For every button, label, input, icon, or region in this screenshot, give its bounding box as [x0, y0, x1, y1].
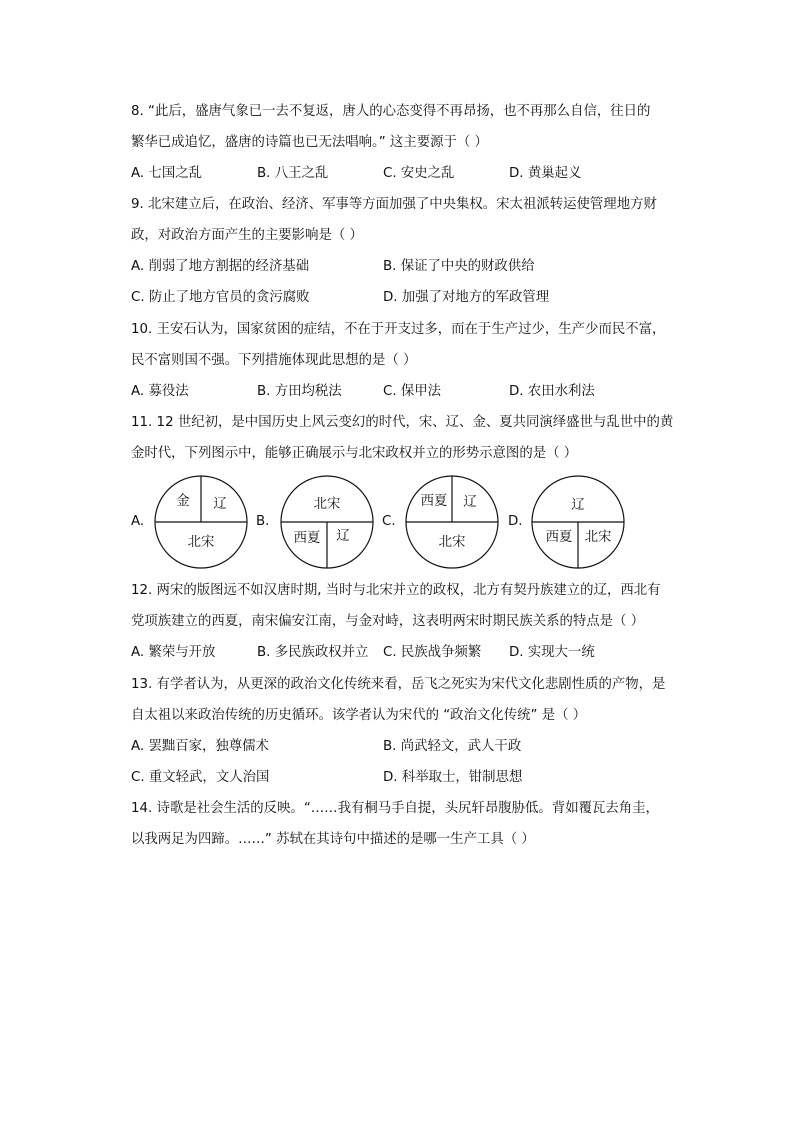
- q8-option-a: A. 七国之乱: [131, 166, 202, 181]
- q9-stem-line2: 政，对政治方面产生的主要影响是（ ）: [131, 228, 363, 243]
- diagram-a-letter: A.: [131, 514, 145, 529]
- q12-option-a: A. 繁荣与开放: [131, 645, 216, 660]
- diagram-b-label-xixia: 西夏: [293, 531, 321, 546]
- q12-option-c: C. 民族战争频繁: [383, 645, 482, 660]
- q10-option-d: D. 农田水利法: [509, 384, 595, 399]
- diagram-d-label-xixia: 西夏: [545, 530, 573, 545]
- q13-stem-line2: 自太祖以来政治传统的历史循环。该学者认为宋代的 “政治文化传统” 是（ ）: [131, 708, 587, 723]
- q12-stem-line2: 党项族建立的西夏，南宋偏安江南，与金对峙，这表明两宋时期民族关系的特点是（ ）: [131, 614, 645, 629]
- q9-stem-line1: 9. 北宋建立后，在政治、经济、军事等方面加强了中央集权。宋太祖派转运使管理地方财: [131, 197, 657, 212]
- q10-stem-line1: 10. 王安石认为，国家贫困的症结，不在于开支过多，而在于生产过少，生产少而民不富，: [131, 322, 666, 337]
- q11-diagram-shapes: [0, 473, 794, 573]
- q8-option-b: B. 八王之乱: [257, 166, 329, 181]
- q8-option-d: D. 黄巢起义: [509, 166, 582, 181]
- diagram-c-label-beisong: 北宋: [438, 535, 466, 550]
- q8-option-c: C. 安史之乱: [383, 166, 455, 181]
- diagram-a-label-liao: 辽: [213, 497, 227, 512]
- diagram-b-letter: B.: [256, 514, 270, 529]
- diagram-d-label-beisong: 北宋: [584, 530, 612, 545]
- diagram-c-label-xixia: 西夏: [420, 494, 448, 509]
- q12-option-b: B. 多民族政权并立: [257, 645, 369, 660]
- q9-option-d: D. 加强了对地方的军政管理: [383, 290, 550, 305]
- q11-diagram-row: [0, 473, 794, 573]
- q9-option-b: B. 保证了中央的财政供给: [383, 259, 535, 274]
- diagram-d-label-liao: 辽: [571, 498, 585, 513]
- q12-option-d: D. 实现大一统: [509, 645, 595, 660]
- q13-option-a: A. 罢黜百家，独尊儒术: [131, 739, 269, 754]
- q13-option-d: D. 科举取士，钳制思想: [383, 770, 523, 785]
- diagram-a-label-beisong: 北宋: [187, 535, 215, 550]
- q10-option-c: C. 保甲法: [383, 384, 442, 399]
- q13-option-c: C. 重文轻武，文人治国: [131, 770, 270, 785]
- q9-option-c: C. 防止了地方官员的贪污腐败: [131, 290, 310, 305]
- q12-stem-line1: 12. 两宋的版图远不如汉唐时期, 当时与北宋并立的政权，北方有契丹族建立的辽，西北有: [131, 583, 661, 598]
- q13-option-b: B. 尚武轻文，武人干政: [383, 739, 522, 754]
- diagram-c-label-liao: 辽: [463, 495, 477, 510]
- q13-stem-line1: 13. 有学者认为，从更深的政治文化传统来看，岳飞之死实为宋代文化悲剧性质的产物，是: [131, 677, 666, 692]
- diagram-b-label-liao: 辽: [336, 529, 350, 544]
- q8-stem-line1: 8. “此后，盛唐气象已一去不复返，唐人的心态变得不再昂扬，也不再那么自信，往日的: [131, 104, 651, 119]
- q9-option-a: A. 削弱了地方割据的经济基础: [131, 259, 310, 274]
- q10-option-b: B. 方田均税法: [257, 384, 342, 399]
- diagram-c-letter: C.: [382, 514, 396, 529]
- diagram-b-label-beisong: 北宋: [313, 497, 341, 512]
- q11-stem-line2: 金时代，下列图示中，能够正确展示与北宋政权并立的形势示意图的是（ ）: [131, 446, 578, 461]
- diagram-d-letter: D.: [508, 514, 523, 529]
- diagram-a-label-jin: 金: [176, 494, 190, 509]
- q10-stem-line2: 民不富则国不强。下列措施体现此思想的是（ ）: [131, 353, 417, 368]
- q11-stem-line1: 11. 12 世纪初，是中国历史上风云变幻的时代，宋、辽、金、夏共同演绎盛世与乱世中的黄: [131, 415, 674, 430]
- q10-option-a: A. 募役法: [131, 384, 189, 399]
- q14-stem-line2: 以我两足为四蹄。……” 苏轼在其诗句中描述的是哪一生产工具（ ）: [131, 832, 535, 847]
- q8-stem-line2: 繁华已成追忆，盛唐的诗篇也已无法唱响。” 这主要源于（ ）: [131, 135, 488, 150]
- q14-stem-line1: 14. 诗歌是社会生活的反映。“……我有桐马手自提，头尻轩昂腹胁低。背如覆瓦去角圭，: [131, 801, 659, 816]
